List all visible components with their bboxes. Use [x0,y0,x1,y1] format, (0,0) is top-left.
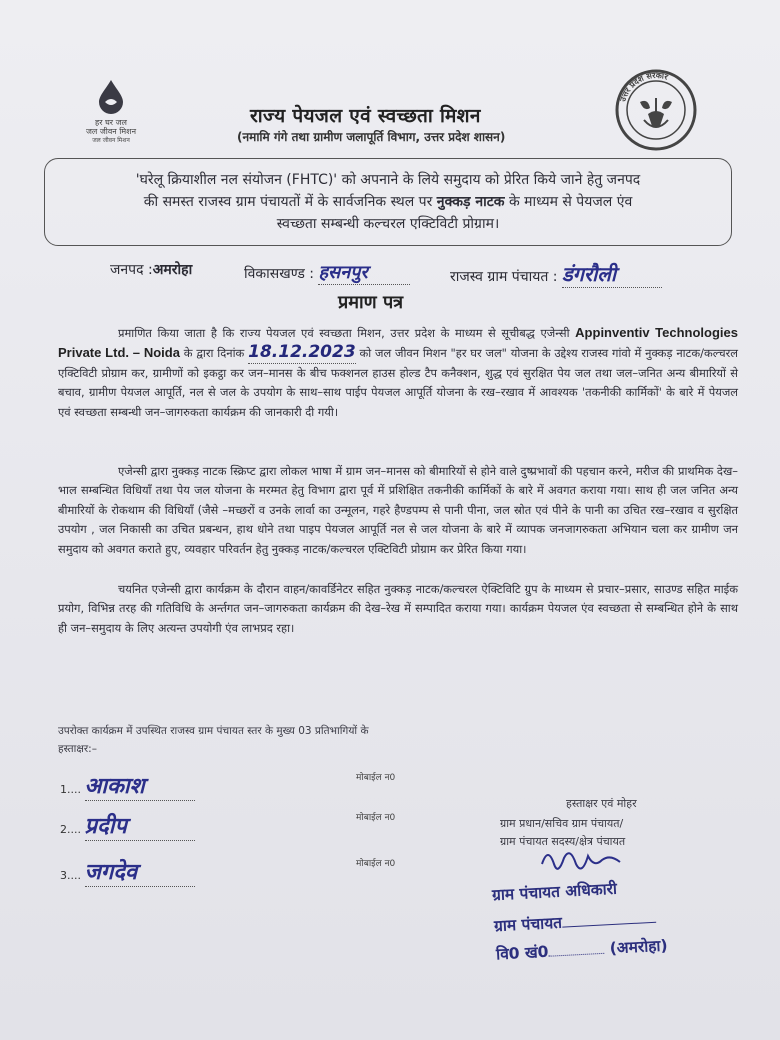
para2-text: एजेन्सी द्वारा नुक्कड़ नाटक स्क्रिप्ट द्वारा लोकल भाषा में ग्राम जन–मानस को बीमारियों से होने वाले दुष्प्रभावों की पहचान करने, मरीज की प्राथमिक देख–भाल सम्बन्धित विधियाँ तथा पेय जल योजना के मरम्मत हेतु विभाग द्वारा पूर्व में प्रशिक्षित तकनीकी कार्मिकों के बारे में अवगत कराया गया। साथ ही जल जनित अन्य बीमारियों के रोकथाम की विधियाँ (जैसे –मच्छरों व उनके लार्वा का उन्मूलन, गहरे हैण्डपम्प से पानी पीना, जल स्रोत एवं पीने के पानी का उचित रख–रखाव व सुरक्षित उपयोग , जल निकासी का उचित प्रबन्धन, हाथ धोने तथा पाइप पेयजल आपूर्ति नल से जल योजना के बारे में व्यापक जनजागरुकता अभियान चला कर ग्रामीण जन समुदाय को अवगत कराते हुए, व्यवहार परिवर्तन हेतु नुक्कड़ नाटक/कल्चरल एक्टिविटी प्रोग्राम कर प्रेरित किया गया। [58,464,738,556]
logo-text-line2: जल जीवन मिशन [85,127,137,136]
para1-text-b: के द्वारा दिनांक [183,346,245,361]
participant-signature: जगदेव [85,856,195,887]
stamp-district: (अमरोहा) [609,936,668,958]
district-value: अमरोहा [152,262,193,278]
participants-intro: उपरोक्त कार्यक्रम में उपस्थित राजस्व ग्राम पंचायत स्तर के मुख्य 03 प्रतिभागियों के [58,725,369,737]
banner-line2-bold: नुक्कड़ नाटक [436,194,505,210]
block-label: विकासखण्ड : [244,266,315,282]
participant-number: 2 [60,823,67,836]
participant-number: 1 [60,783,67,796]
village-value: डंगरौली [562,260,662,288]
block-field [244,260,410,285]
banner-line1: 'घरेलू क्रियाशील नल संयोजन (FHTC)' को अपनाने के लिये समुदाय को प्रेरित किये जाने हेतु जनपद [135,172,641,188]
participants-sign-label: हस्ताक्षर:– [58,743,97,755]
emblem-text: उत्तर प्रदेश सरकार [618,70,669,103]
agency-name: Appinventiv Technologies Private Ltd. – Noida [58,325,738,361]
participant-signature: प्रदीप [85,810,195,841]
participant-signature: आकाश [85,770,195,801]
stamp-block: वि0 खं0 [495,942,549,964]
mobile-label: मोबाईल न0 [356,813,396,823]
up-government-emblem-icon [614,68,698,152]
stamp-line3 [496,934,668,965]
participant-row: 2.... प्रदीप मोबाईल न0 [60,810,480,841]
page-subtitle: (नमामि गंगे तथा ग्रामीण जलापूर्ति विभाग, उत्तर प्रदेश शासन) [237,130,506,144]
stamp-line2 [494,906,657,936]
paragraph-3 [58,580,738,638]
program-banner [44,158,732,246]
district-label: जनपद : [110,262,153,278]
participant-number: 3 [60,869,67,882]
logo-text-line1: हर घर जल [95,118,127,127]
para1-text-a: प्रमाणित किया जाता है कि राज्य पेयजल एवं स्वच्छता मिशन, उत्तर प्रदेश के माध्यम से सूचीबद्ध एजेन्सी [118,326,570,340]
para1-text-c: को जल जीवन मिशन "हर घर जल" योजना के उद्देश्य राजस्व गांवो में नुक्कड़ नाटक/कल्चरल एक्टिविटी प्रोग्राम कर, ग्रामीणों को इकट्ठा कर जन–मानस के बीच फक्शनल हाउस होल्ड टैप कनैक्शन, शुद्ध एवं सुरक्षित पेय जल तथा जल–जनित अन्य बीमारियों से बचाव, ग्रामीण पेयजल आपूर्ति, नल से जल के उपयोग के साथ–साथ पाईप पेयजल आपूर्ति योजना के रख–रखाव में आवश्यक 'तकनीकी कार्मिकों' के बारे में पेयजल एवं स्वच्छता सम्बन्धी जन–जागरुकता कार्यक्रम की जानकारी दी गयी। [58,346,738,419]
water-drop-icon [93,78,129,114]
signatory-role-line1: ग्राम प्रधान/सचिव ग्राम पंचायत/ [500,817,624,830]
banner-line3: स्वच्छता सम्बन्धी कल्चरल एक्टिविटी प्रोग्राम। [276,216,500,232]
certificate-heading: प्रमाण पत्र [338,292,404,313]
participant-row: 3.... जगदेव मोबाईल न0 [60,856,480,887]
stamp-gram-panchayat: ग्राम पंचायत [493,913,563,936]
paragraph-1 [58,323,738,422]
banner-line2-text: की समस्त राजस्व ग्राम पंचायतों में के सार्वजनिक स्थल पर [143,194,433,210]
para3-text: चयनित एजेन्सी द्वारा कार्यक्रम के दौरान वाहन/कावर्डिनेटर सहित नुक्कड़ नाटक/कल्चरल ऐक्टिविटि ग्रुप के माध्यम से प्रचार–प्रसार, साउण्ड सहित माईक प्रयोग, विभिन्न तरह की गतिविधि के अर्न्तगत जन–जागरुकता कार्यक्रम की देख–रेख में सम्पादित कराया गया। कार्यक्रम पेयजल एंव स्वच्छता से सम्बन्धित होने के साथ ही जन–समुदाय के लिए अत्यन्त उपयोगी एंव लाभप्रद रहा। [58,582,738,635]
signatory-role-line2: ग्राम पंचायत सदस्य/क्षेत्र पंचायत [500,835,626,848]
logo-text-line3: जल जीवन मिशन [92,137,130,144]
program-date: 18.12.2023 [248,342,356,363]
signatory-label: हस्ताक्षर एवं मोहर [566,797,637,810]
village-field [450,260,662,288]
participant-row: 1.... आकाश मोबाईल न0 [60,770,480,801]
mobile-label: मोबाईल न0 [356,859,396,869]
village-label: राजस्व ग्राम पंचायत : [450,269,558,285]
district-field [110,260,192,279]
svg-text:उत्तर प्रदेश सरकार [618,71,670,104]
jal-jeevan-logo [76,78,146,145]
banner-line2-text-end: के माध्यम से पेयजल एंव [508,194,633,210]
stamp-line1: ग्राम पंचायत अधिकारी [491,879,618,905]
paragraph-2 [58,462,738,559]
page-title: राज्य पेयजल एवं स्वच्छता मिशन [250,105,481,127]
mobile-label: मोबाईल न0 [356,773,396,783]
block-value: हसनपुर [318,260,410,285]
banner-line2 [61,191,715,213]
